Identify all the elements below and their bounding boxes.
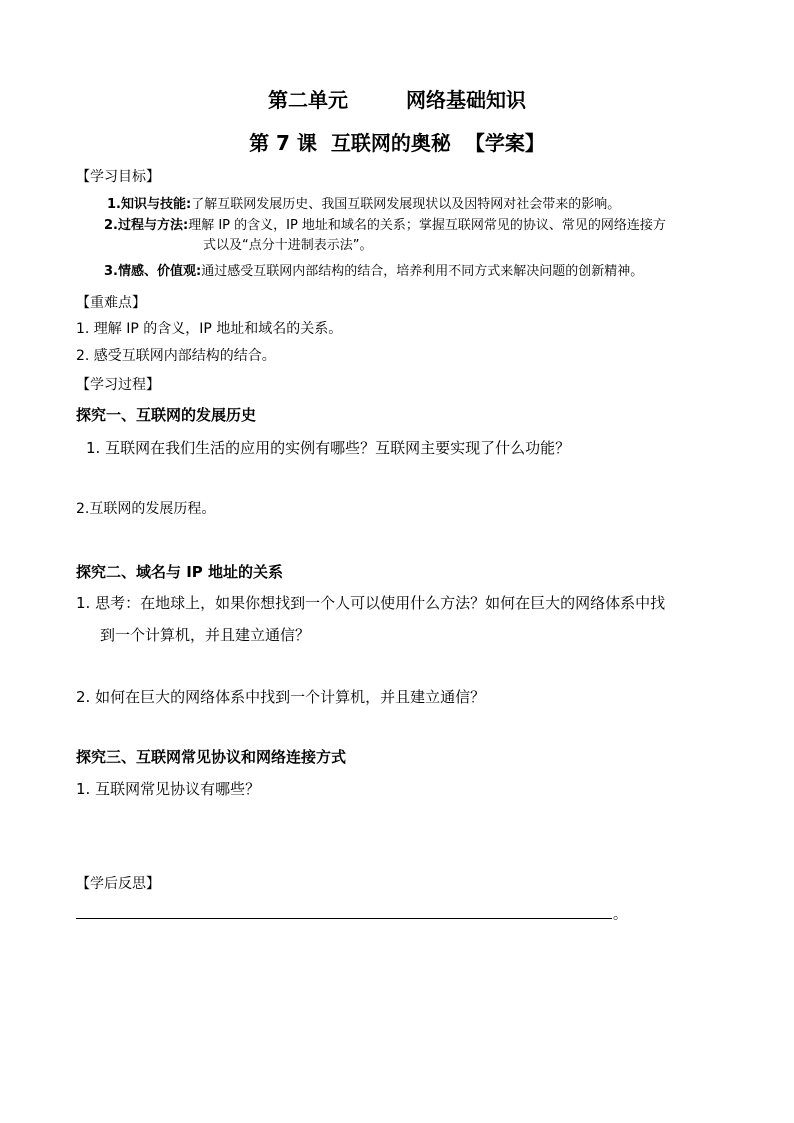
- objective-text: 通过感受互联网内部结构的结合，培养利用不同方式来解决问题的创新精神。: [201, 264, 644, 279]
- unit-label: 第二单元: [268, 88, 348, 112]
- inquiry1-title: 探究一、互联网的发展历史: [76, 406, 257, 424]
- reflection-answer-line[interactable]: [76, 918, 612, 919]
- lesson-tag: 【学案】: [464, 131, 545, 155]
- inquiry3-question-1: 1. 互联网常见协议有哪些？: [76, 780, 261, 798]
- lesson-number: 第 7 课: [249, 131, 317, 155]
- objective-label: 3.情感、价值观:: [104, 264, 202, 279]
- key-points-heading: 【重难点】: [76, 295, 146, 311]
- unit-name: 网络基础知识: [406, 88, 526, 112]
- objective-item-2-continued: 式以及“点分十进制表示法”。: [203, 238, 373, 253]
- objective-text: 了解互联网发展历史、我国互联网发展现状以及因特网对社会带来的影响。: [191, 197, 621, 212]
- inquiry1-question-2: 2.互联网的发展历程。: [76, 501, 216, 517]
- objective-label: 1.知识与技能:: [107, 197, 192, 212]
- inquiry3-title: 探究三、互联网常见协议和网络连接方式: [76, 748, 347, 766]
- inquiry1-question-1: 1. 互联网在我们生活的应用的实例有哪些？互联网主要实现了什么功能？: [86, 439, 571, 457]
- objective-item-3: [104, 260, 643, 279]
- objective-text: 理解 IP 的含义，IP 地址和域名的关系；掌握互联网常见的协议、常见的网络连接方: [188, 218, 666, 233]
- objectives-heading: 【学习目标】: [76, 169, 160, 185]
- key-point-1: 1. 理解 IP 的含义，IP 地址和域名的关系。: [76, 321, 343, 337]
- reflection-end-mark: 。: [613, 907, 627, 923]
- reflection-heading: 【学后反思】: [76, 876, 160, 892]
- lesson-title: [0, 127, 794, 156]
- inquiry2-question-1: 1. 思考：在地球上，如果你想找到一个人可以使用什么方法？如何在巨大的网络体系中找: [76, 594, 666, 612]
- unit-title: [0, 84, 794, 113]
- objective-item-2: [104, 214, 666, 233]
- objective-item-1: [107, 193, 620, 212]
- inquiry2-question-1-continued: 到一个计算机，并且建立通信？: [100, 626, 311, 644]
- lesson-name: 互联网的奥秘: [330, 131, 451, 155]
- objective-label: 2.过程与方法:: [104, 218, 189, 233]
- process-heading: 【学习过程】: [76, 377, 160, 393]
- key-point-2: 2. 感受互联网内部结构的结合。: [76, 348, 276, 364]
- inquiry2-title: 探究二、域名与 IP 地址的关系: [76, 563, 284, 581]
- inquiry2-question-2: 2. 如何在巨大的网络体系中找到一个计算机，并且建立通信？: [76, 688, 486, 706]
